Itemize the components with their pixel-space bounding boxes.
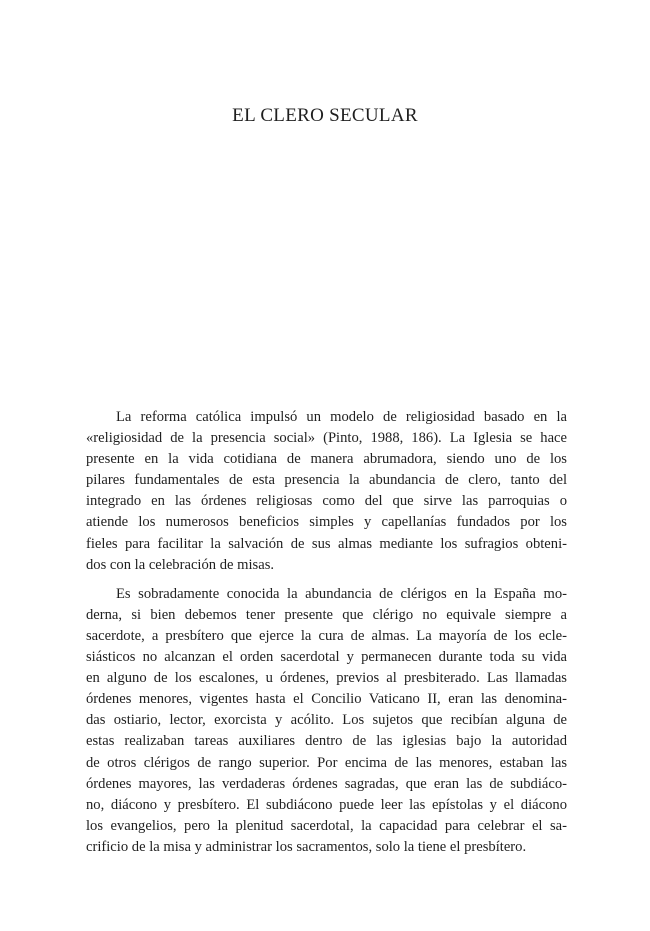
text-line: órdenes mayores, las verdaderas órdenes sagradas, que eran las de subdiáco- xyxy=(86,775,567,792)
paragraph-1 xyxy=(86,407,567,576)
text-line: presente en la vida cotidiana de manera abrumadora, siendo uno de los xyxy=(86,451,567,468)
text-line: sacerdote, a presbítero que ejerce la cura de almas. La mayoría de los ecle- xyxy=(86,627,567,644)
text-line: dos con la celebración de misas. xyxy=(86,556,275,573)
text-line: los evangelios, pero la plenitud sacerdotal, la capacidad para celebrar el sa- xyxy=(86,817,567,834)
text-line: La reforma católica impulsó un modelo de religiosidad basado en la xyxy=(116,409,567,425)
text-line: crificio de la misa y administrar los sacramentos, solo la tiene el presbítero. xyxy=(86,838,527,855)
text-line: órdenes menores, vigentes hasta el Concilio Vaticano II, eran las denomina- xyxy=(86,691,567,708)
text-line: derna, si bien debemos tener presente que clérigo no equivale siempre a xyxy=(86,606,567,623)
text-line: atiende los numerosos beneficios simples y capellanías fundados por los xyxy=(86,514,567,531)
body-text xyxy=(86,407,567,858)
text-line: no, diácono y presbítero. El subdiácono puede leer las epístolas y el diácono xyxy=(86,796,567,813)
text-line: integrado en las órdenes religiosas como del que sirve las parroquias o xyxy=(86,493,567,510)
text-line: estas realizaban tareas auxiliares dentro de las iglesias bajo la autoridad xyxy=(86,733,567,750)
text-line: fieles para facilitar la salvación de sus almas mediante los sufragios obteni- xyxy=(86,535,567,552)
paragraph-2 xyxy=(86,584,567,858)
chapter-title: EL CLERO SECULAR xyxy=(232,105,418,126)
text-line: «religiosidad de la presencia social» (Pinto, 1988, 186). La Iglesia se hace xyxy=(86,430,567,447)
text-line: pilares fundamentales de esta presencia la abundancia de clero, tanto del xyxy=(86,472,567,489)
text-line: siásticos no alcanzan el orden sacerdotal y permanecen durante toda su vida xyxy=(86,649,567,666)
text-line: en alguno de los escalones, u órdenes, previos al presbiterado. Las llamadas xyxy=(86,670,567,687)
text-line: das ostiario, lector, exorcista y acólito. Los sujetos que recibían alguna de xyxy=(86,712,567,729)
text-line: de otros clérigos de rango superior. Por encima de las menores, estaban las xyxy=(86,754,567,771)
text-line: Es sobradamente conocida la abundancia de clérigos en la España mo- xyxy=(116,585,567,602)
